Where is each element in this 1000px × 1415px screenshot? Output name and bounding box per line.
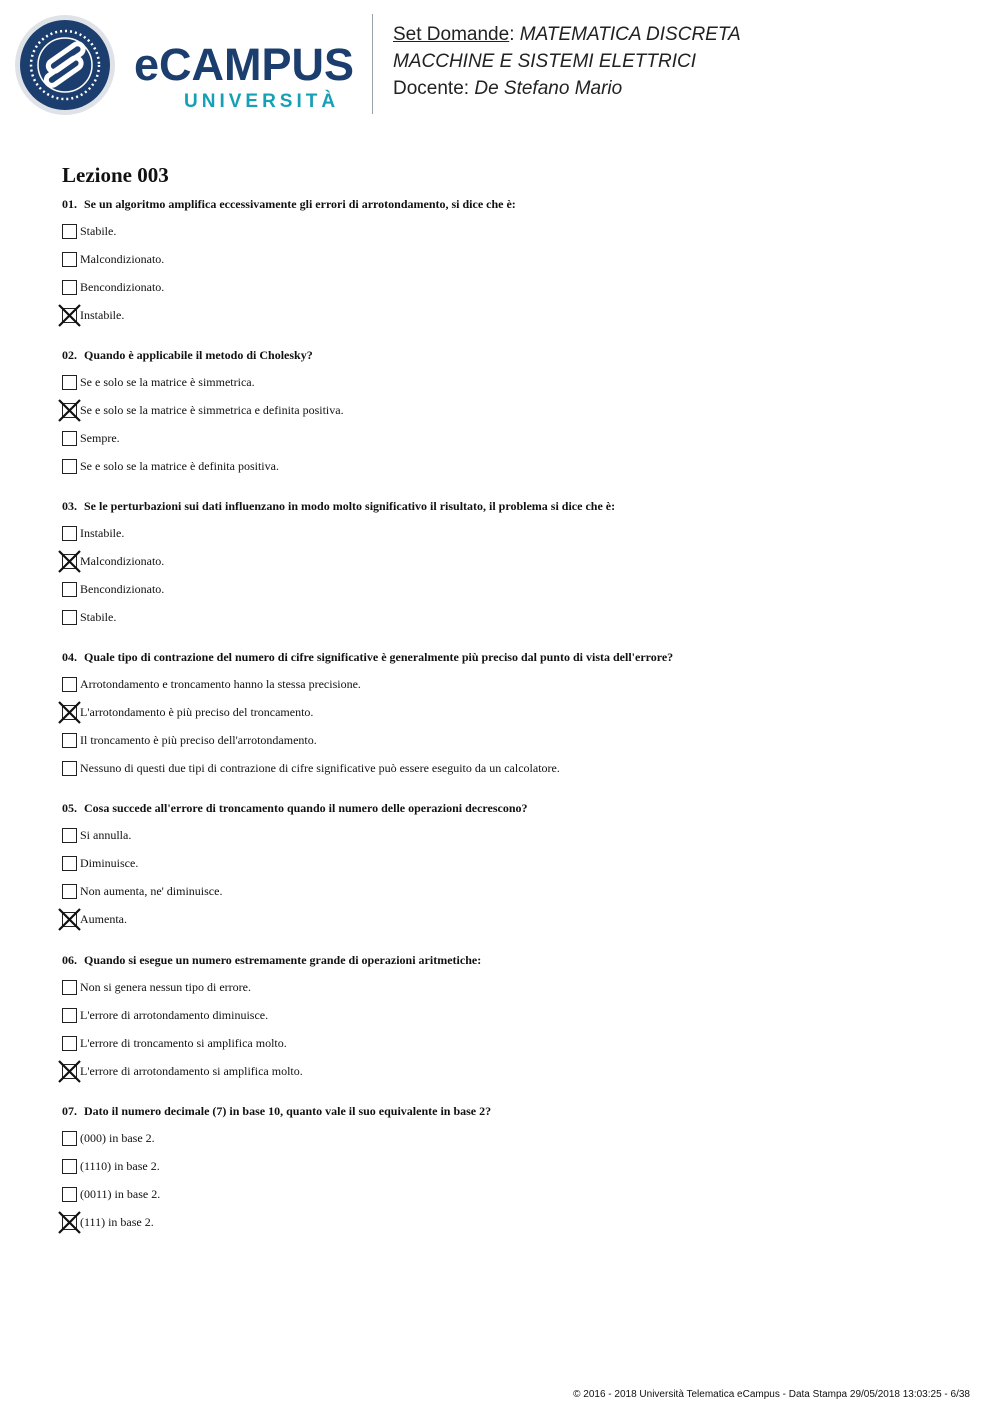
checkbox[interactable]	[62, 1159, 77, 1174]
question-text: Quando si esegue un numero estremamente grande di operazioni aritmetiche:	[84, 953, 482, 967]
answer-label: Se e solo se la matrice è definita positiva.	[80, 458, 279, 473]
checkbox[interactable]	[62, 677, 77, 692]
answer-option[interactable]	[62, 732, 317, 748]
course-line-2	[393, 48, 741, 75]
answer-option[interactable]	[62, 374, 255, 390]
logo-subtext: UNIVERSITÀ	[184, 91, 340, 112]
answer-option[interactable]	[62, 1158, 160, 1174]
checkbox[interactable]	[62, 1131, 77, 1146]
question-2	[62, 348, 313, 363]
checkbox[interactable]	[62, 733, 77, 748]
cross-mark-icon	[58, 701, 81, 724]
checkbox[interactable]	[62, 761, 77, 776]
answer-label: Bencondizionato.	[80, 279, 165, 294]
answer-option[interactable]	[62, 279, 164, 295]
checkbox[interactable]	[62, 582, 77, 597]
checkbox[interactable]	[62, 252, 77, 267]
question-4	[62, 650, 673, 665]
question-number: 02.	[62, 348, 77, 362]
question-text: Se le perturbazioni sui dati influenzano in modo molto significativo il risultato, il problema si dice che è:	[84, 499, 616, 513]
cross-mark-icon	[58, 550, 81, 573]
answer-label: Il troncamento è più preciso dell'arrotondamento.	[80, 732, 317, 747]
answer-option[interactable]	[62, 1214, 154, 1230]
answer-option[interactable]	[62, 704, 313, 720]
answer-label: Diminuisce.	[80, 855, 139, 870]
cross-mark-icon	[58, 399, 81, 422]
header-divider	[372, 14, 373, 114]
question-7	[62, 1104, 491, 1119]
answer-option[interactable]	[62, 402, 344, 418]
checkbox[interactable]	[62, 280, 77, 295]
checkbox[interactable]	[62, 1036, 77, 1051]
answer-label: L'errore di arrotondamento diminuisce.	[80, 1007, 269, 1022]
answer-option[interactable]	[62, 911, 127, 927]
checkbox[interactable]	[62, 1008, 77, 1023]
checkbox[interactable]	[62, 1187, 77, 1202]
answer-label: Malcondizionato.	[80, 553, 165, 568]
checkbox[interactable]	[62, 856, 77, 871]
answer-label: Instabile.	[80, 307, 125, 322]
course-line-3: Docente: De Stefano Mario	[393, 78, 623, 99]
question-6	[62, 953, 481, 968]
question-number: 07.	[62, 1104, 77, 1118]
answer-option[interactable]	[62, 1186, 160, 1202]
checkbox[interactable]	[62, 459, 77, 474]
answer-label: Stabile.	[80, 609, 117, 624]
question-1	[62, 197, 516, 212]
answer-option[interactable]	[62, 1007, 268, 1023]
subject-secondary: MACCHINE E SISTEMI ELETTRICI	[393, 51, 696, 72]
answer-label: Aumenta.	[80, 911, 127, 926]
teacher-label: Docente	[393, 78, 464, 99]
checkbox[interactable]	[62, 828, 77, 843]
answer-label: Sempre.	[80, 430, 120, 445]
cross-mark-icon	[58, 1060, 81, 1083]
answer-label: L'errore di arrotondamento si amplifica molto.	[80, 1063, 303, 1078]
checkbox[interactable]	[62, 224, 77, 239]
question-3	[62, 499, 615, 514]
answer-label: Se e solo se la matrice è simmetrica.	[80, 374, 255, 389]
answer-option[interactable]	[62, 307, 124, 323]
ecampus-logo	[14, 14, 360, 118]
checkbox[interactable]	[62, 375, 77, 390]
question-text: Se un algoritmo amplifica eccessivamente gli errori di arrotondamento, si dice che è:	[84, 197, 516, 211]
answer-label: (0011) in base 2.	[80, 1186, 161, 1201]
answer-label: Si annulla.	[80, 827, 132, 842]
answer-option[interactable]	[62, 676, 361, 692]
answer-option[interactable]	[62, 223, 116, 239]
answer-option[interactable]	[62, 979, 251, 995]
course-info	[393, 21, 741, 102]
checkbox[interactable]	[62, 526, 77, 541]
answer-option[interactable]	[62, 525, 124, 541]
answer-option[interactable]	[62, 458, 279, 474]
answer-label: L'errore di troncamento si amplifica molto.	[80, 1035, 287, 1050]
subject-primary: MATEMATICA DISCRETA	[519, 24, 741, 45]
question-number: 06.	[62, 953, 77, 967]
answer-label: Bencondizionato.	[80, 581, 165, 596]
question-text: Quale tipo di contrazione del numero di cifre significative è generalmente più preciso dal punto di vista dell'errore?	[84, 650, 674, 664]
answer-option[interactable]	[62, 430, 120, 446]
answer-option[interactable]	[62, 1063, 303, 1079]
checked-checkbox[interactable]	[62, 1064, 77, 1079]
cross-mark-icon	[58, 304, 81, 327]
answer-label: Instabile.	[80, 525, 125, 540]
page-footer: © 2016 - 2018 Università Telematica eCampus - Data Stampa 29/05/2018 13:03:25 - 6/38	[573, 1389, 970, 1400]
answer-option[interactable]	[62, 883, 222, 899]
course-line-1: Set Domande: MATEMATICA DISCRETA	[393, 24, 741, 45]
lesson-title: Lezione 003	[62, 163, 169, 187]
answer-option[interactable]	[62, 1035, 287, 1051]
checked-checkbox[interactable]	[62, 403, 77, 418]
answer-label: Arrotondamento e troncamento hanno la stessa precisione.	[80, 676, 361, 691]
answer-label: (1110) in base 2.	[80, 1158, 160, 1173]
answer-option[interactable]	[62, 251, 164, 267]
answer-option[interactable]	[62, 609, 116, 625]
cross-mark-icon	[58, 1211, 81, 1234]
checkbox[interactable]	[62, 610, 77, 625]
question-text: Cosa succede all'errore di troncamento quando il numero delle operazioni decrescono?	[84, 801, 528, 815]
answer-label: Malcondizionato.	[80, 251, 165, 266]
answer-option[interactable]	[62, 553, 164, 569]
answer-label: Se e solo se la matrice è simmetrica e definita positiva.	[80, 402, 344, 417]
checked-checkbox[interactable]	[62, 308, 77, 323]
question-text: Dato il numero decimale (7) in base 10, quanto vale il suo equivalente in base 2?	[84, 1104, 492, 1118]
question-5	[62, 801, 528, 816]
teacher-name: De Stefano Mario	[474, 78, 623, 99]
answer-option[interactable]	[62, 827, 131, 843]
question-text: Quando è applicabile il metodo di Cholesky?	[84, 348, 313, 362]
checkbox[interactable]	[62, 431, 77, 446]
checked-checkbox[interactable]	[62, 554, 77, 569]
checkbox[interactable]	[62, 980, 77, 995]
question-number: 01.	[62, 197, 77, 211]
set-label: Set Domande	[393, 24, 510, 45]
logo-wordmark: eCAMPUS	[134, 39, 355, 90]
question-number: 03.	[62, 499, 77, 513]
answer-label: (111) in base 2.	[80, 1214, 154, 1229]
answer-label: (000) in base 2.	[80, 1130, 155, 1145]
answer-label: L'arrotondamento è più preciso del troncamento.	[80, 704, 314, 719]
answer-label: Non si genera nessun tipo di errore.	[80, 979, 251, 994]
answer-label: Stabile.	[80, 223, 117, 238]
answer-option[interactable]	[62, 760, 560, 776]
checked-checkbox[interactable]	[62, 705, 77, 720]
checked-checkbox[interactable]	[62, 1215, 77, 1230]
checked-checkbox[interactable]	[62, 912, 77, 927]
answer-label: Non aumenta, ne' diminuisce.	[80, 883, 223, 898]
cross-mark-icon	[58, 908, 81, 931]
answer-option[interactable]	[62, 1130, 155, 1146]
answer-option[interactable]	[62, 581, 164, 597]
question-number: 05.	[62, 801, 77, 815]
question-number: 04.	[62, 650, 77, 664]
checkbox[interactable]	[62, 884, 77, 899]
answer-option[interactable]	[62, 855, 138, 871]
answer-label: Nessuno di questi due tipi di contrazione di cifre significative può essere eseguito da un calcolatore.	[80, 760, 560, 775]
